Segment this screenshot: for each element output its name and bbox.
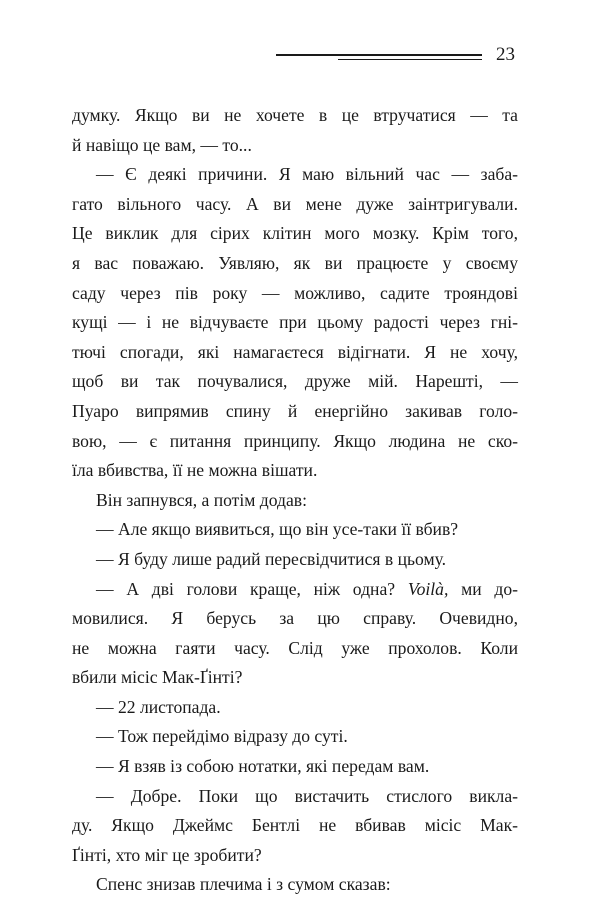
text-line: [72, 634, 518, 664]
text-line: [72, 841, 518, 871]
text-run: я вас поважаю. Уявляю, як ви працюєте у своєму: [72, 252, 518, 273]
text-line: [72, 515, 518, 545]
text-line: [72, 219, 518, 249]
italic-run: Voilà,: [407, 578, 449, 599]
text-run: — Тож перейдімо відразу до суті.: [96, 726, 348, 747]
text-run: думку. Якщо ви не хочете в це втручатися — та: [72, 105, 518, 125]
text-line: [72, 604, 518, 634]
text-line: [72, 367, 518, 397]
text-run: Ґінті, хто міг це зробити?: [72, 844, 262, 865]
page-number: 23: [496, 44, 515, 65]
text-run: — Є деякі причини. Я маю вільний час — заба-: [96, 164, 518, 185]
text-run: — Але якщо виявиться, що він усе-таки її вбив?: [96, 519, 459, 540]
text-line: [72, 782, 518, 812]
text-line: [72, 811, 518, 841]
text-run: Він запнувся, а потім додав:: [96, 489, 307, 510]
text-run: й навіщо це вам, — то...: [72, 134, 252, 155]
text-line: [72, 427, 518, 457]
text-run: не можна гаяти часу. Слід уже прохолов. Коли: [72, 637, 518, 658]
text-line: [72, 722, 518, 752]
text-run: тючі спогади, які намагаєтеся відігнати. Я не хочу,: [72, 341, 518, 362]
text-run: Спенс знизав плечима і з сумом сказав:: [96, 874, 391, 895]
text-run: їла вбивства, її не можна вішати.: [72, 460, 318, 481]
text-run: ду. Якщо Джеймс Бентлі не вбивав місіс Мак-: [72, 815, 518, 836]
page-header: [276, 44, 538, 68]
text-line: [72, 249, 518, 279]
text-line: [72, 870, 518, 900]
text-run: ми до-: [448, 578, 518, 599]
text-run: вою, — є питання принципу. Якщо людина не ско-: [72, 430, 518, 451]
text-line: [72, 279, 518, 309]
text-run: кущі — і не відчуваєте при цьому радості через гні-: [72, 312, 518, 333]
text-line: [72, 486, 518, 516]
text-line: [72, 693, 518, 723]
text-run: вбили місіс Мак-Ґінті?: [72, 667, 243, 688]
text-run: — Я буду лише радий пересвідчитися в цьому.: [96, 548, 447, 569]
text-line: [72, 160, 518, 190]
text-run: — Я взяв із собою нотатки, які передам вам.: [96, 756, 430, 777]
text-run: гато вільного часу. А ви мене дуже заінтригували.: [72, 193, 518, 214]
text-run: саду через пів року — можливо, садите трояндові: [72, 282, 518, 303]
text-run: мовилися. Я берусь за цю справу. Очевидно,: [72, 608, 518, 629]
text-line: [72, 575, 518, 605]
text-line: [72, 308, 518, 338]
header-rule-thin: [338, 59, 482, 60]
text-line: [72, 338, 518, 368]
text-run: — А дві голови краще, ніж одна?: [96, 578, 408, 599]
text-line: [72, 663, 518, 693]
text-run: Це виклик для сірих клітин мого мозку. Крім того,: [72, 223, 518, 244]
text-line: [72, 397, 518, 427]
body-text: [72, 101, 518, 900]
header-rule-thick: [276, 54, 482, 56]
text-line: [72, 752, 518, 782]
text-run: — Добре. Поки що вистачить стислого викла-: [96, 785, 518, 806]
text-line: [72, 456, 518, 486]
text-run: Пуаро випрямив спину й енергійно закивав голо-: [72, 400, 518, 421]
text-line: [72, 545, 518, 575]
text-run: — 22 листопада.: [96, 696, 221, 717]
text-run: щоб ви так почувалися, друже мій. Нарешті, —: [72, 371, 518, 392]
text-line: [72, 131, 518, 161]
text-line: [72, 101, 518, 131]
text-line: [72, 190, 518, 220]
